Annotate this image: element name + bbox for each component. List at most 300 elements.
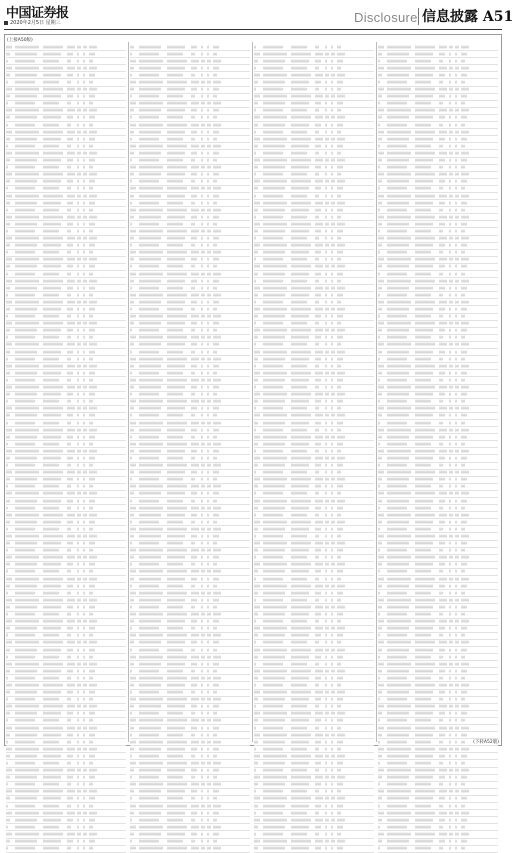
table-row bbox=[6, 789, 126, 796]
illegible-cell: ░ bbox=[331, 832, 333, 836]
illegible-cell: ░░░░░░░░ bbox=[167, 499, 183, 503]
illegible-cell: ░ bbox=[331, 825, 333, 829]
illegible-cell: ░░░░░░░░░░░░ bbox=[387, 45, 411, 49]
illegible-cell: ░░░ bbox=[254, 542, 260, 546]
illegible-cell: ░░░░░░░░ bbox=[291, 513, 307, 517]
illegible-cell: ░ bbox=[207, 116, 209, 120]
illegible-cell: ░ bbox=[455, 740, 457, 744]
illegible-cell: ░░░░░░░░░ bbox=[43, 648, 61, 652]
illegible-cell: ░ bbox=[455, 634, 457, 638]
illegible-cell: ░░ bbox=[315, 683, 319, 687]
illegible-cell: ░░░░░░░░░░░░ bbox=[139, 442, 163, 446]
illegible-cell: ░░░ bbox=[461, 414, 467, 418]
table-row bbox=[378, 846, 498, 853]
illegible-cell: ░░ bbox=[6, 797, 10, 801]
illegible-cell: ░ bbox=[77, 265, 79, 269]
illegible-cell: ░░░░░░░░░░░░ bbox=[15, 811, 39, 815]
table-row bbox=[130, 441, 250, 448]
illegible-cell: ░░ bbox=[201, 251, 205, 255]
illegible-cell: ░░ bbox=[439, 485, 443, 489]
table-row bbox=[378, 463, 498, 470]
table-row bbox=[130, 718, 250, 725]
illegible-cell: ░░░░ bbox=[315, 478, 323, 482]
illegible-cell: ░░░░░░░░░░░ bbox=[387, 201, 409, 205]
illegible-cell: ░ bbox=[325, 400, 327, 404]
illegible-cell: ░░░░░░░░░ bbox=[43, 371, 61, 375]
illegible-cell: ░░ bbox=[207, 655, 211, 659]
illegible-cell: ░ bbox=[331, 279, 333, 283]
illegible-cell: ░ bbox=[449, 691, 451, 695]
illegible-cell: ░░░░░░░░ bbox=[167, 393, 183, 397]
illegible-cell: ░░ bbox=[207, 783, 211, 787]
illegible-cell: ░ bbox=[455, 229, 457, 233]
table-row bbox=[254, 172, 374, 179]
table-row bbox=[6, 647, 126, 654]
table-row bbox=[6, 94, 126, 101]
illegible-cell: ░░░░░░░░░░░░ bbox=[139, 719, 163, 723]
illegible-cell: ░░░ bbox=[130, 825, 136, 829]
illegible-cell: ░░░ bbox=[89, 435, 95, 439]
table-row bbox=[6, 619, 126, 626]
illegible-cell: ░░░░ bbox=[461, 258, 469, 262]
illegible-cell: ░░ bbox=[461, 740, 465, 744]
illegible-cell: ░░ bbox=[254, 527, 258, 531]
illegible-cell: ░░░ bbox=[378, 769, 384, 773]
illegible-cell: ░ bbox=[201, 386, 203, 390]
illegible-cell: ░░ bbox=[201, 123, 205, 127]
illegible-cell: ░ bbox=[83, 315, 85, 319]
illegible-cell: ░ bbox=[6, 357, 8, 361]
illegible-cell: ░░░░░░░░░ bbox=[291, 591, 309, 595]
illegible-cell: ░░░░░░░░░ bbox=[43, 797, 61, 801]
illegible-cell: ░░ bbox=[130, 471, 134, 475]
table-row bbox=[378, 72, 498, 79]
illegible-cell: ░░ bbox=[213, 733, 217, 737]
illegible-cell: ░░░ bbox=[6, 343, 12, 347]
illegible-cell: ░ bbox=[207, 300, 209, 304]
illegible-cell: ░ bbox=[201, 215, 203, 219]
illegible-cell: ░ bbox=[207, 641, 209, 645]
illegible-cell: ░░░ bbox=[439, 818, 445, 822]
illegible-cell: ░░░░░░░░░ bbox=[167, 492, 185, 496]
illegible-cell: ░░ bbox=[455, 471, 459, 475]
illegible-cell: ░░ bbox=[325, 478, 329, 482]
illegible-cell: ░░ bbox=[77, 662, 81, 666]
illegible-cell: ░░ bbox=[77, 598, 81, 602]
illegible-cell: ░ bbox=[378, 464, 380, 468]
illegible-cell: ░░░ bbox=[130, 102, 136, 106]
illegible-cell: ░░░░░░░░░░ bbox=[15, 740, 35, 744]
illegible-cell: ░░░░░░░░ bbox=[43, 719, 59, 723]
illegible-cell: ░ bbox=[83, 719, 85, 723]
illegible-cell: ░░░ bbox=[89, 754, 95, 758]
illegible-cell: ░ bbox=[455, 698, 457, 702]
illegible-cell: ░░░ bbox=[191, 215, 197, 219]
illegible-cell: ░░░░░░░░░░░ bbox=[139, 577, 161, 581]
illegible-cell: ░░░ bbox=[191, 237, 197, 241]
illegible-cell: ░ bbox=[378, 570, 380, 574]
table-row bbox=[378, 363, 498, 370]
illegible-cell: ░░ bbox=[83, 258, 87, 262]
illegible-cell: ░░░░░░░░ bbox=[291, 577, 307, 581]
illegible-cell: ░░░░░░░░░░ bbox=[43, 151, 63, 155]
table-row bbox=[130, 377, 250, 384]
illegible-cell: ░░░░░░░░ bbox=[43, 740, 59, 744]
illegible-cell: ░░ bbox=[77, 364, 81, 368]
illegible-cell: ░ bbox=[201, 237, 203, 241]
illegible-cell: ░ bbox=[449, 59, 451, 63]
illegible-cell: ░░ bbox=[130, 598, 134, 602]
illegible-cell: ░░░░ bbox=[337, 414, 345, 418]
illegible-cell: ░░ bbox=[378, 648, 382, 652]
table-row bbox=[130, 101, 250, 108]
illegible-cell: ░ bbox=[207, 180, 209, 184]
illegible-cell: ░░░░░░░░░░░ bbox=[263, 272, 285, 276]
illegible-cell: ░░ bbox=[77, 151, 81, 155]
illegible-cell: ░░░░░░░░░░ bbox=[387, 570, 407, 574]
illegible-cell: ░░ bbox=[83, 832, 87, 836]
illegible-cell: ░ bbox=[449, 159, 451, 163]
illegible-cell: ░░ bbox=[315, 790, 319, 794]
illegible-cell: ░░░░░░░░░ bbox=[291, 59, 309, 63]
illegible-cell: ░░░ bbox=[439, 499, 445, 503]
illegible-cell: ░░░░░░░░░░░░ bbox=[15, 258, 39, 262]
illegible-cell: ░░░ bbox=[191, 130, 197, 134]
illegible-cell: ░░░░░░░░░ bbox=[167, 683, 185, 687]
table-row bbox=[130, 477, 250, 484]
illegible-cell: ░ bbox=[449, 166, 451, 170]
illegible-cell: ░░ bbox=[207, 527, 211, 531]
table-row bbox=[254, 129, 374, 136]
table-row bbox=[378, 257, 498, 264]
illegible-cell: ░░░ bbox=[6, 811, 12, 815]
illegible-cell: ░░░░░░░░░ bbox=[291, 825, 309, 829]
illegible-cell: ░░░░░░░░░░░░ bbox=[263, 627, 287, 631]
table-row bbox=[130, 796, 250, 803]
illegible-cell: ░ bbox=[207, 691, 209, 695]
illegible-cell: ░ bbox=[201, 790, 203, 794]
illegible-cell: ░░░░░░░░░ bbox=[415, 456, 433, 460]
illegible-cell: ░░░░░░░░░░ bbox=[167, 464, 187, 468]
illegible-cell: ░░░░░░░░░░░░ bbox=[387, 428, 411, 432]
illegible-cell: ░ bbox=[331, 343, 333, 347]
illegible-cell: ░░░░░░░░░░░ bbox=[387, 754, 409, 758]
illegible-cell: ░░ bbox=[6, 265, 10, 269]
illegible-cell: ░░░░░░░░ bbox=[43, 698, 59, 702]
illegible-cell: ░ bbox=[254, 66, 256, 70]
illegible-cell: ░ bbox=[455, 378, 457, 382]
illegible-cell: ░ bbox=[331, 705, 333, 709]
illegible-cell: ░░░░░░░░░ bbox=[43, 201, 61, 205]
illegible-cell: ░ bbox=[331, 194, 333, 198]
illegible-cell: ░░ bbox=[201, 804, 205, 808]
illegible-cell: ░░░░ bbox=[67, 45, 75, 49]
table-row bbox=[130, 470, 250, 477]
illegible-cell: ░░░░░░░░░░ bbox=[43, 492, 63, 496]
illegible-cell: ░ bbox=[331, 634, 333, 638]
illegible-cell: ░░░░░░░░░░ bbox=[167, 251, 187, 255]
illegible-cell: ░░ bbox=[461, 442, 465, 446]
illegible-cell: ░░ bbox=[77, 45, 81, 49]
illegible-cell: ░ bbox=[130, 669, 132, 673]
illegible-cell: ░ bbox=[449, 371, 451, 375]
illegible-cell: ░░░░░░░░░ bbox=[291, 762, 309, 766]
illegible-cell: ░ bbox=[449, 754, 451, 758]
illegible-cell: ░░░ bbox=[439, 584, 445, 588]
table-row bbox=[130, 760, 250, 767]
illegible-cell: ░░░░░░░░░ bbox=[43, 116, 61, 120]
illegible-cell: ░░░░░░░░░░ bbox=[291, 584, 311, 588]
illegible-cell: ░░░ bbox=[439, 371, 445, 375]
illegible-cell: ░░░░░░░░░░ bbox=[15, 144, 35, 148]
illegible-cell: ░░ bbox=[83, 194, 87, 198]
illegible-cell: ░░ bbox=[461, 570, 465, 574]
table-row bbox=[254, 228, 374, 235]
illegible-cell: ░░ bbox=[439, 570, 443, 574]
illegible-cell: ░░ bbox=[455, 215, 459, 219]
illegible-cell: ░░░░ bbox=[315, 95, 323, 99]
illegible-cell: ░░ bbox=[130, 300, 134, 304]
illegible-cell: ░░░ bbox=[254, 712, 260, 716]
illegible-cell: ░░░ bbox=[130, 719, 136, 723]
table-row bbox=[254, 392, 374, 399]
table-row bbox=[6, 760, 126, 767]
illegible-cell: ░ bbox=[201, 201, 203, 205]
illegible-cell: ░░ bbox=[201, 570, 205, 574]
illegible-cell: ░░ bbox=[213, 308, 217, 312]
table-row bbox=[130, 108, 250, 115]
illegible-cell: ░░░░ bbox=[67, 747, 75, 751]
illegible-cell: ░ bbox=[6, 166, 8, 170]
illegible-cell: ░ bbox=[201, 620, 203, 624]
illegible-cell: ░ bbox=[77, 208, 79, 212]
illegible-cell: ░░░░░░░░░░░░ bbox=[263, 456, 287, 460]
table-row bbox=[6, 498, 126, 505]
illegible-cell: ░░░░ bbox=[191, 527, 199, 531]
illegible-cell: ░ bbox=[331, 620, 333, 624]
illegible-cell: ░ bbox=[325, 229, 327, 233]
illegible-cell: ░░░ bbox=[439, 520, 445, 524]
illegible-cell: ░░░░ bbox=[89, 726, 97, 730]
illegible-cell: ░ bbox=[254, 279, 256, 283]
illegible-cell: ░ bbox=[325, 357, 327, 361]
illegible-cell: ░░░░ bbox=[439, 66, 447, 70]
illegible-cell: ░░ bbox=[83, 215, 87, 219]
illegible-cell: ░░░ bbox=[67, 797, 73, 801]
illegible-cell: ░░░ bbox=[378, 215, 384, 219]
illegible-cell: ░░░░ bbox=[337, 627, 345, 631]
illegible-cell: ░ bbox=[207, 733, 209, 737]
illegible-cell: ░░░░░░░░ bbox=[291, 407, 307, 411]
illegible-cell: ░ bbox=[455, 691, 457, 695]
illegible-cell: ░ bbox=[449, 591, 451, 595]
illegible-cell: ░░░ bbox=[89, 478, 95, 482]
illegible-cell: ░ bbox=[378, 378, 380, 382]
illegible-cell: ░░░ bbox=[67, 712, 73, 716]
illegible-cell: ░░░ bbox=[337, 144, 343, 148]
illegible-cell: ░ bbox=[455, 329, 457, 333]
table-row bbox=[130, 314, 250, 321]
illegible-cell: ░░░ bbox=[213, 173, 219, 177]
illegible-cell: ░░ bbox=[461, 400, 465, 404]
illegible-cell: ░░░░░░░░░░░ bbox=[263, 400, 285, 404]
illegible-cell: ░░░ bbox=[337, 762, 343, 766]
illegible-cell: ░ bbox=[254, 811, 256, 815]
illegible-cell: ░░ bbox=[337, 258, 341, 262]
illegible-cell: ░ bbox=[6, 378, 8, 382]
illegible-cell: ░░░░ bbox=[67, 471, 75, 475]
illegible-cell: ░░ bbox=[83, 407, 87, 411]
illegible-cell: ░ bbox=[254, 130, 256, 134]
illegible-cell: ░ bbox=[325, 613, 327, 617]
illegible-cell: ░░ bbox=[449, 747, 453, 751]
illegible-cell: ░░░░ bbox=[315, 627, 323, 631]
illegible-cell: ░ bbox=[207, 542, 209, 546]
illegible-cell: ░ bbox=[83, 847, 85, 851]
illegible-cell: ░░░░░░░░░░ bbox=[387, 740, 407, 744]
illegible-cell: ░ bbox=[207, 584, 209, 588]
illegible-cell: ░░░ bbox=[191, 449, 197, 453]
illegible-cell: ░░░ bbox=[254, 180, 260, 184]
illegible-cell: ░░ bbox=[378, 116, 382, 120]
illegible-cell: ░░ bbox=[254, 272, 258, 276]
illegible-cell: ░░ bbox=[207, 634, 211, 638]
illegible-cell: ░░░░░░░░ bbox=[291, 215, 307, 219]
illegible-cell: ░░ bbox=[67, 378, 71, 382]
illegible-cell: ░░░ bbox=[254, 222, 260, 226]
illegible-cell: ░░ bbox=[83, 66, 87, 70]
illegible-cell: ░░░░░░░░░░░░ bbox=[387, 471, 411, 475]
table-row bbox=[6, 413, 126, 420]
illegible-cell: ░░ bbox=[89, 676, 93, 680]
table-row bbox=[254, 314, 374, 321]
illegible-cell: ░░░░░░░░░░░ bbox=[139, 215, 161, 219]
illegible-cell: ░ bbox=[83, 527, 85, 531]
illegible-cell: ░░ bbox=[6, 520, 10, 524]
illegible-cell: ░ bbox=[455, 542, 457, 546]
illegible-cell: ░░░░░░░░░░░░ bbox=[15, 151, 39, 155]
illegible-cell: ░░ bbox=[6, 648, 10, 652]
illegible-cell: ░░░░░░░░░ bbox=[291, 719, 309, 723]
illegible-cell: ░░░ bbox=[191, 45, 197, 49]
illegible-cell: ░░░░ bbox=[337, 95, 345, 99]
illegible-cell: ░ bbox=[77, 584, 79, 588]
illegible-cell: ░░░ bbox=[89, 244, 95, 248]
table-row bbox=[378, 79, 498, 86]
illegible-cell: ░░░░░░░░ bbox=[43, 655, 59, 659]
illegible-cell: ░░░░░░░░░░ bbox=[139, 733, 159, 737]
illegible-cell: ░░░░ bbox=[213, 740, 221, 744]
table-row bbox=[130, 250, 250, 257]
table-row bbox=[378, 640, 498, 647]
table-row bbox=[6, 250, 126, 257]
illegible-cell: ░░ bbox=[83, 492, 87, 496]
illegible-cell: ░ bbox=[77, 605, 79, 609]
table-row bbox=[6, 370, 126, 377]
illegible-cell: ░░░░ bbox=[191, 400, 199, 404]
illegible-cell: ░░░░░░░░ bbox=[43, 464, 59, 468]
table-row bbox=[130, 434, 250, 441]
illegible-cell: ░░░░░░░░░░░ bbox=[15, 116, 37, 120]
illegible-cell: ░░░░░░░░░░ bbox=[15, 804, 35, 808]
illegible-cell: ░░░░░░░░░░ bbox=[43, 237, 63, 241]
illegible-cell: ░░░░░░░░░░ bbox=[263, 300, 283, 304]
illegible-cell: ░░░░░░░░ bbox=[43, 847, 59, 851]
illegible-cell: ░░ bbox=[378, 840, 382, 844]
illegible-cell: ░░░ bbox=[461, 52, 467, 56]
illegible-cell: ░░░░░░░░░ bbox=[167, 513, 185, 517]
illegible-cell: ░░░░░░░░░░░░ bbox=[263, 818, 287, 822]
illegible-cell: ░░░░ bbox=[191, 336, 199, 340]
illegible-cell: ░░░░░░░░░ bbox=[415, 73, 433, 77]
illegible-cell: ░░ bbox=[77, 237, 81, 241]
illegible-cell: ░░░░░░░░░░ bbox=[291, 520, 311, 524]
table-row bbox=[6, 455, 126, 462]
table-row bbox=[130, 236, 250, 243]
illegible-cell: ░░░░ bbox=[67, 769, 75, 773]
illegible-cell: ░░ bbox=[378, 627, 382, 631]
illegible-cell: ░ bbox=[455, 222, 457, 226]
illegible-cell: ░ bbox=[6, 591, 8, 595]
illegible-cell: ░░ bbox=[201, 485, 205, 489]
illegible-cell: ░░░ bbox=[315, 59, 321, 63]
illegible-cell: ░░░░░░░░░░ bbox=[415, 471, 435, 475]
illegible-cell: ░░░ bbox=[6, 237, 12, 241]
illegible-cell: ░ bbox=[77, 308, 79, 312]
illegible-cell: ░ bbox=[6, 506, 8, 510]
illegible-cell: ░░░░ bbox=[213, 485, 221, 489]
illegible-cell: ░░ bbox=[254, 464, 258, 468]
illegible-cell: ░░░░ bbox=[461, 726, 469, 730]
illegible-cell: ░░░ bbox=[315, 676, 321, 680]
illegible-cell: ░ bbox=[325, 513, 327, 517]
illegible-cell: ░░ bbox=[207, 804, 211, 808]
illegible-cell: ░░ bbox=[89, 825, 93, 829]
illegible-cell: ░ bbox=[325, 535, 327, 539]
illegible-cell: ░░░░ bbox=[461, 769, 469, 773]
illegible-cell: ░░░ bbox=[378, 322, 384, 326]
illegible-cell: ░░░░░░░░░░ bbox=[167, 719, 187, 723]
illegible-cell: ░ bbox=[254, 683, 256, 687]
illegible-cell: ░ bbox=[207, 265, 209, 269]
illegible-cell: ░ bbox=[331, 173, 333, 177]
illegible-cell: ░░░░░░░░░░░ bbox=[387, 627, 409, 631]
illegible-cell: ░░ bbox=[461, 591, 465, 595]
illegible-cell: ░ bbox=[130, 776, 132, 780]
illegible-cell: ░░░░░░░░░░ bbox=[43, 471, 63, 475]
illegible-cell: ░░░ bbox=[130, 442, 136, 446]
illegible-cell: ░░░ bbox=[6, 428, 12, 432]
table-row bbox=[378, 824, 498, 831]
illegible-cell: ░░░ bbox=[191, 811, 197, 815]
illegible-cell: ░ bbox=[83, 116, 85, 120]
table-row bbox=[130, 484, 250, 491]
illegible-cell: ░ bbox=[207, 329, 209, 333]
table-row bbox=[6, 682, 126, 689]
illegible-cell: ░░░░░░░░░░ bbox=[387, 676, 407, 680]
illegible-cell: ░░░░░░░░ bbox=[291, 88, 307, 92]
illegible-cell: ░░░░░░░░ bbox=[43, 527, 59, 531]
illegible-cell: ░░░░ bbox=[461, 556, 469, 560]
illegible-cell: ░░░░░░░░░░ bbox=[291, 137, 311, 141]
illegible-cell: ░░░░░░░░░░ bbox=[15, 81, 35, 85]
illegible-cell: ░░░░░░░░░░ bbox=[15, 549, 35, 553]
illegible-cell: ░ bbox=[331, 698, 333, 702]
illegible-cell: ░░░ bbox=[254, 499, 260, 503]
table-row bbox=[130, 846, 250, 853]
table-row bbox=[6, 470, 126, 477]
table-row bbox=[130, 519, 250, 526]
